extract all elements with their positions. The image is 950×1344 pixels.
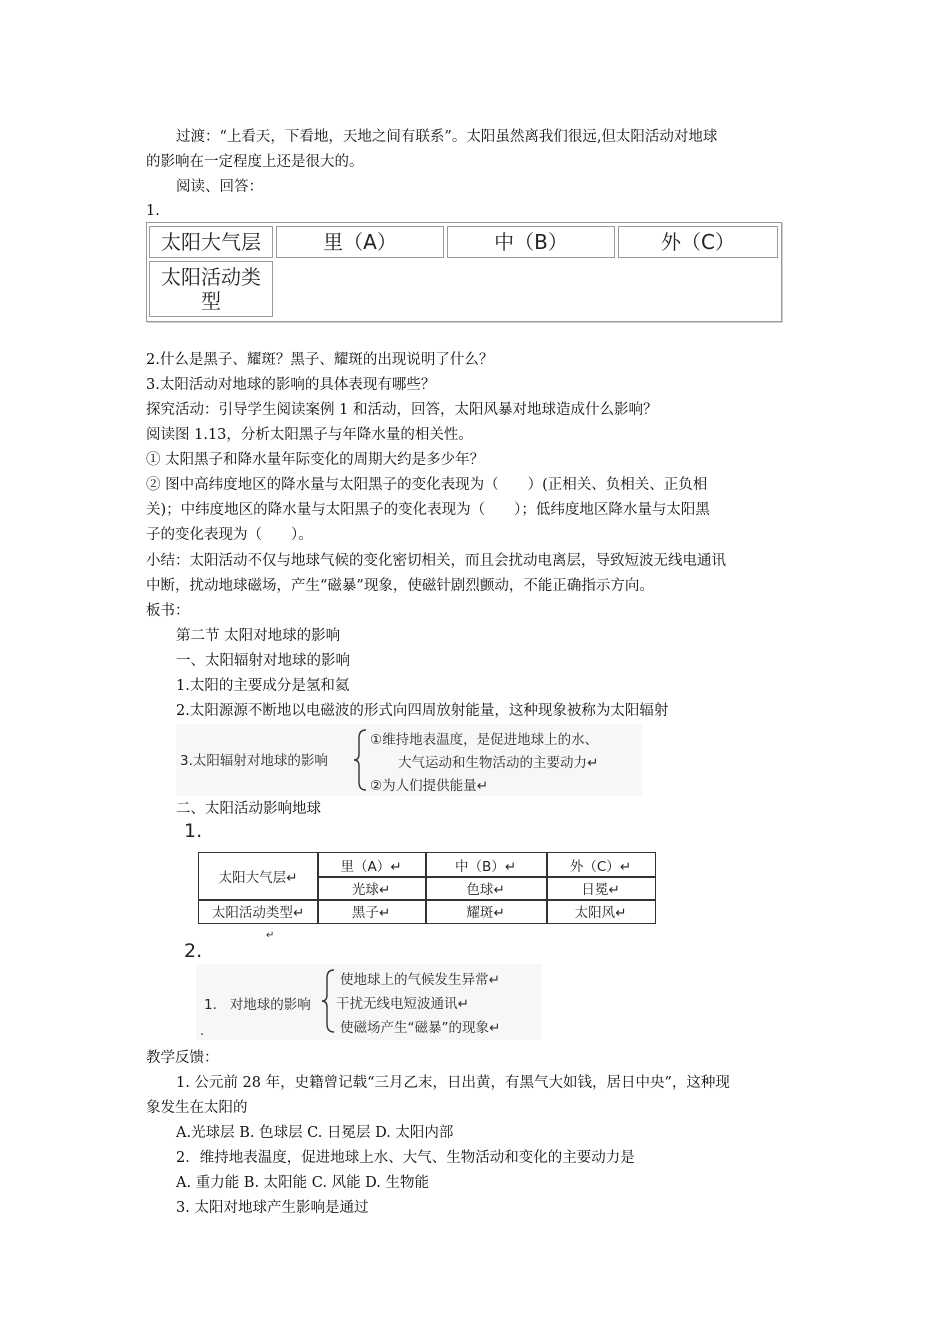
diagram1-branch-1-line-1: ①维持地表温度，是促进地球上的水、: [370, 732, 599, 748]
table2-after-mark: ↵: [266, 930, 275, 941]
part-1-heading: 一、太阳辐射对地球的影响: [176, 653, 350, 669]
diagram2-branch-2: 干扰无线电短波通讯↵: [336, 996, 469, 1012]
table2-solar-wind: 太阳风↵: [574, 905, 627, 921]
sub-question-1: ① 太阳黑子和降水量年际变化的周期大约是多少年？: [146, 452, 485, 468]
brace-icon: [352, 728, 368, 792]
feedback-q1-options: A.光球层 B. 色球层 C. 日冕层 D. 太阳内部: [176, 1125, 454, 1141]
sub-question-2-line-1: ② 图中高纬度地区的降水量与太阳黑子的变化表现为（ ）(正相关、负相关、正负相: [146, 477, 708, 493]
brace-icon: [320, 968, 336, 1034]
number-1: 1.: [184, 820, 203, 842]
table1-header-activity-type: 太阳活动类型: [149, 261, 273, 317]
radiation-impact-diagram: [176, 724, 642, 796]
part-2-heading: 二、太阳活动影响地球: [176, 801, 321, 817]
table2-header-middle: 中（B）↵: [454, 858, 517, 875]
summary-line-2: 中断，扰动地球磁场，产生“磁暴”现象，使磁针剧烈颤动，不能正确指示方向。: [146, 578, 654, 594]
diagram1-branch-2: ②为人们提供能量↵: [370, 778, 488, 794]
table2-flare: 耀斑↵: [466, 905, 505, 921]
diagram2-left-label: 1. 对地球的影响: [204, 997, 311, 1013]
feedback-q3: 3. 太阳对地球产生影响是通过: [176, 1200, 369, 1216]
sub-question-2-line-2: 关)；中纬度地区的降水量与太阳黑子的变化表现为（ ）；低纬度地区降水量与太阳黑: [146, 502, 710, 518]
table2-header-layer: 太阳大气层↵: [218, 870, 298, 886]
diagram1-left-label: 3.太阳辐射对地球的影响: [180, 753, 328, 769]
diagram2-dot: .: [200, 1024, 205, 1039]
feedback-label: 教学反馈：: [146, 1050, 219, 1066]
table2-header-activity-type: 太阳活动类型↵: [211, 905, 305, 921]
table1-header-middle: 中（B）: [447, 226, 615, 258]
summary-line-1: 小结：太阳活动不仅与地球气候的变化密切相关，而且会扰动电离层，导致短波无线电通讯: [146, 553, 726, 569]
table2-sunspot: 黑子↵: [351, 905, 391, 921]
table1-header-layer: 太阳大气层: [149, 226, 273, 258]
sub-question-2-line-3: 子的变化表现为（ ）。: [146, 527, 313, 543]
part-1-item-1: 1.太阳的主要成分是氢和氦: [176, 678, 350, 694]
table2-corona: 日冕↵: [581, 881, 620, 898]
explore-activity: 探究活动：引导学生阅读案例 1 和活动，回答，太阳风暴对地球造成什么影响？: [146, 402, 658, 418]
table1-header-outer: 外（C）: [618, 226, 778, 258]
board-label: 板书：: [146, 603, 190, 619]
feedback-q1-line-1: 1. 公元前 28 年，史籍曾记载“三月乙末，日出黄，有黑气大如钱，居日中央”，这种现: [176, 1075, 730, 1091]
transition-line-1: 过渡：“上看天，下看地，天地之间有联系”。太阳虽然离我们很远,但太阳活动对地球: [176, 129, 718, 145]
table2-header-inner: 里（A）↵: [340, 858, 402, 875]
table2-header-outer: 外（C）↵: [569, 858, 632, 875]
read-answer: 阅读、回答：: [176, 179, 263, 195]
transition-line-2: 的影响在一定程度上还是很大的。: [146, 154, 364, 170]
section-title: 第二节 太阳对地球的影响: [176, 628, 341, 644]
diagram2-branch-3: 使磁场产生“磁暴”的现象↵: [340, 1020, 501, 1036]
number-2: 2.: [184, 940, 203, 962]
question-3: 3.太阳活动对地球的影响的具体表现有哪些？: [146, 377, 436, 393]
diagram2-branch-1: 使地球上的气候发生异常↵: [340, 972, 500, 988]
activity-impact-diagram: [196, 964, 542, 1040]
table2-chromosphere: 色球↵: [466, 881, 505, 898]
table2-photosphere: 光球↵: [351, 881, 391, 898]
question-2: 2.什么是黑子、耀斑？黑子、耀斑的出现说明了什么？: [146, 352, 494, 368]
feedback-q1-line-2: 象发生在太阳的: [146, 1100, 248, 1116]
table1-header-inner: 里（A）: [276, 226, 444, 258]
read-figure: 阅读图 1.13，分析太阳黑子与年降水量的相关性。: [146, 427, 473, 443]
feedback-q2-options: A. 重力能 B. 太阳能 C. 风能 D. 生物能: [176, 1175, 430, 1191]
diagram1-branch-1-line-2: 大气运动和生物活动的主要动力↵: [398, 755, 599, 771]
solar-activity-table: [198, 852, 656, 924]
question-1-label: 1.: [146, 203, 160, 219]
part-1-item-2: 2.太阳源源不断地以电磁波的形式向四周放射能量，这种现象被称为太阳辐射: [176, 703, 669, 719]
solar-atmosphere-table-empty: [146, 222, 782, 322]
feedback-q2: 2．维持地表温度，促进地球上水、大气、生物活动和变化的主要动力是: [176, 1150, 635, 1166]
